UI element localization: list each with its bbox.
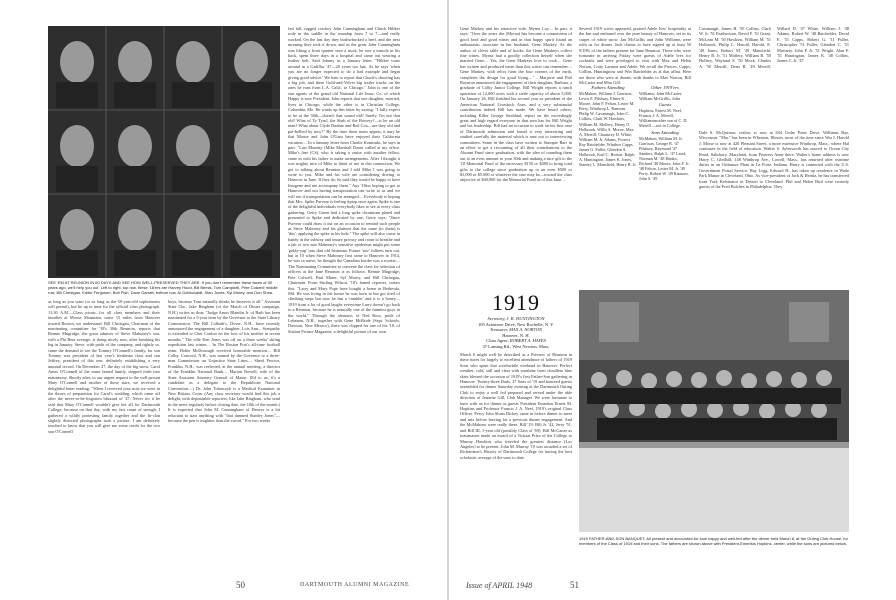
secretary-line: Secretary, J. K. HUNTINGTON bbox=[487, 316, 545, 321]
class-agent-line: Class Agent, ROBERT A. HAYES bbox=[486, 338, 546, 344]
left-footer-title: DARTMOUTH ALUMNI MAGAZINE bbox=[300, 582, 410, 588]
right-page-number: 51 bbox=[570, 580, 579, 590]
portraits-caption: SEE 'EM AT REUNION IN 60 DAYS AND SEE HOW WELL-PRESERVED THEY ARE: If you don't remember these faces of 30 years ago, we'll help you out. Left to right, top row, these '18'ers are Harvey Hood, Bill Bemis, Tom Campbell, Pete Colwell; middle row, Bill Christgau, Eddie Ferguson, Bob Fish, Dave Garratt; bottom row, Al Gottschaldt, Stan Jones, Syl Morey, and Don Shea. bbox=[48, 280, 278, 295]
right-column-e-bottom: March 6 might well be described as a Preview of Reunion in these notes for largely to excellent attendance of fathers of 1919 Sons who spent that worthwhile weekend in Hanover. Perfect weather, cold, still and clear with sunshine from cloudless blue skies blessed the occasion of 1919's first Father-Son gathering in Hanover. Twenty-three Dads, 37 Sons of '19 and honored guests assembled for dinner Saturday evening at the Dartmouth Outing Club to enjoy a well fed prepared and served under the able direction of Jeanette Gill, Club Manager. We were fortunate to have with us for dinner as guests President Emeritus Ernest M. Hopkins and Professor Francis J. A. Neef, 1919's original Class Officer. Percy John Sloan Dickey came in before dinner to meet and mix before leaving for a previous dinner engagement. And the McMahons were really there. Bill '19, Bill Jr. '42, Jerry '51, and Bill III, 1-year old (possibly Class of '69). Bill McCarter as toastmaster made an award of a Tickaat Prize of the College to Murray Hawkins who traveled the greatest distance (Los Angeles) to be present. John M. Murray '19 was awarded a set of Richardson's History of Dartmouth College for having the best scholastic average of the sons to date. bbox=[460, 352, 572, 460]
portrait-grid bbox=[48, 26, 280, 278]
banquet-photo bbox=[579, 290, 849, 532]
attendance-lists bbox=[579, 84, 691, 284]
right-column-e-top: Several 1919 wives appeared, praised Adele Ives' hospitality at the Inn and enthused over the pure beauty of Hanover, set in its carpet of white snow. Jan McGrillis and John Williams were with us for dinner. Jack claims to have signed up at least 50 9/10% of the fathers present for June Reunion. Those who were fortunate in arriving Friday were guests of Adele Ives for cocktails and were privileged to visit with Max and Helen Norton, Cotty Larmon and Adele. We recall the Pierces, Capps, Collins, Huntingtons and Win Batchelder as at that affair. Here are those who were at dinner, with thanks to Max Norton, Bill McCarter and Miss Gill. bbox=[579, 26, 691, 86]
sons-heading: Sons Attending bbox=[651, 129, 679, 135]
sons-list: McMahon, William M. Jr. Garrison, George B. '47 Pilsbury, Raymond '47 Sanders, Ralph L. '47 Laird, Norman M. '48 Hanko, Richard '48 Moore, John F. Jr. '48 Felton, Lester M. Jr. '49 Perry, Robert W. '49 Ransom, John S. '49 bbox=[639, 135, 690, 182]
treasurer-line: Treasurer, MAX A. NORTON bbox=[489, 327, 543, 333]
banquet-scene bbox=[579, 290, 849, 532]
right-footer-issue: Issue of APRIL 1948 bbox=[466, 581, 533, 590]
right-column-f-list: Cavanaugh, James H. '50 Collins, Clark W. Jr. '51 Featherston, David F. '51 Grant, McLean M. '50 Hawkins, William M. '51 Holbrook, Philip L. Harold, Harold, E. '49 Jones, Robert M. '49 Mansfield, Henry R. Jr. '51 Mollery, William B. '50 Hollery, Wayland S. '50 Mock, Charles A. '50 Merrill, Dean R. '49 Merrill, Willard D. '47 White, William J. '48 Adams, Robert W. '48 Batchelder, David E. '51 Capps, Robert G. '51 Fuller, Christopher '51 Fuller, Glendon C. '51 Moriarty, John P. Jr. '51 Wright, Alan P. '51 Huntington, James K. '48 Collins, James C. Jr. '47 bbox=[699, 26, 849, 69]
others-list: Williams, John McCarter, William McGrillis, John bbox=[639, 91, 683, 102]
secretary-address: 105 Aviemore Drive, New Rochelle, N. Y. bbox=[478, 321, 554, 327]
left-column-b: boys, because Tom naturally thinks he deserves it all." Assistant State Chr., Jake Bingham (of the March of Dimes campaign, N.H.) writes us thus: "Judge Amos Blandin Jr. of Bath has been nominated for a 5-year term by the Governor to the State Library Commission. The Bill Colbath's, Dover, N.H., have recently announced the engagement of a daughter, Lois Ann... Sympathy is extended to Chet Conlon on the loss of his mother in recent months." The ville Ken Jones was off on a three weeks' skiing expedition last winter.... In The Boston Post's all-time football team, Hobie McDonough received honorable mention.... Bill Colby, Concord, N.H., was named by the Governor to a three-man Commission on Unjustice State Lines.... Sheaf Proctor, Franklin, N.H., was reelected, at the annual meeting, a director of the Franklin National Bank.... Marion Rowell, wife of the State Assistant Attorney General of Maine. (Ed to us; it's a candidate as a delegate to the Republican National Convention....) Dr. John Tobarczyk is a Medical Examiner in New Britain, Conn. (Any class secretary would find this job a delight, with dependable reporters, like Jake Bingham, who send in the news regularly before closing date, the 10th of the month.) It is expected that John M. Cunningham of Denver is a bit reluctant to start anything with "that damned Stanley Jones"—because the pen is mightier than the sword." For two weeks bbox=[168, 299, 280, 423]
fathers-list: McMahon, William J. Garrison, Lewis F. Pilsbury, Elmer K. Moore, John F. Felton, Lester M. Perry, Winthrop L. Ransom, Philip W. Cavanaugh, John C. Collins, Clark W. Hawkins, William M. Mollery, Henry O. Holbrook, Willis S. Moore, Max A. Merrill, Chauncey D. White, William M. Jr. Adams, Forrest Ray Batchelder, Windsor Capps, James G. Fuller, Glendon A. Holbrook, Karl C. Horton, Ralph A. Huntington, James K. Jones, Stanley L. Mansfield, Henry R. Jr. bbox=[579, 91, 637, 168]
right-column-d: Gene Markey and his attractive wife, Myrna Loy.... In part, it says: "Over the years she (Myrna) has become a connoisseur of good food and good wines and in that happy spirit found an enthusiastic associate in her husband, Gene Markey. As the author of clever table and of books, the Gene Markeys collect fine wines. Myrna had a goodly collection herself when she married Gene.... Yes, the Gene Markeys love to cook.... Gene has written and produced more than this writer can remember.... Gene Markey, with relics from the four corners of the earth, completes the design for good living...." ...Marjorie and Phil Boynton announced the engagement of their daughter, Barbara, a graduate of Colby Junior College. Bill Wright reports a ranch operation of 12,000 acres with a cattle capacity of about 5,000. On January 26, Bill finished his second year as president of the American National Livestock Assn. and a very substantial contribution indeed Bill has made. We have heard others, including Killer George Stoddard, report on the exceedingly great and high regard everyone in that area has for Bill Wright and his leadership. Bill had an occasion to work on his first case of Dartmouth admission and found it very interesting and studied carefully the material which is sent out to interviewing committees. Some in the class have written to Stumpie Barr in an effort to get a recounting of all their contributions to the Alumni Fund since graduation, with the idea of rounding them out to an even amount to your 30th and making a nice gift to the '18 Memorial Fund of the necessary $150 or $480 to bring total gifts to the college since graduation up to an even $500 or $1,000 or $5,000 or whatever the case may be—toward the class objective of $40,000 for the Memorial Fund as of this June.... bbox=[460, 26, 572, 183]
banquet-caption: 1919 FATHER-AND-SON BANQUET: All present and accounted-for look happy and well-fed after the dinner held March 6, at the Outing Club House, for members of the Class of 1919 and their sons. The fathers are shown above with President-Emeritus Hopkins, center, while the sons are pictured below. bbox=[579, 536, 848, 546]
fathers-heading: Fathers Attending bbox=[591, 85, 625, 90]
class-1919-header bbox=[460, 290, 572, 350]
left-page-number: 50 bbox=[236, 580, 245, 590]
reunion-portraits-photo bbox=[48, 26, 280, 278]
left-column-c: last fall, rugged cowboy John Cunningham and Chuck Hiliker rode in the saddle in the roundup from 7 to 7—and really worked. On the last day they bushwhacked a beef, and the next morning they took it down, and as the great John Cunningham was lifting a front quarter onto a truck, he tore a muscle in his back, spent three days in a hospital and came out wearing a leather belt. Said Johnny in a January letter. "Hiliker tours around in a Cadillac '47—20 years too late. As he says 'when you are no longer expected to do a bad example and begin giving good advice.' We hate to report that Chuck's shooting has a big job, and three Gold-and-Velvet big trailer trucks on the ones he runs from L.A. Calif., to Chicago." John is one of the star agents of the grand old National Life Insur. Co. of which Happy is now President. John reports that one daughter, married, lives in Chicago, while the other is in Christian College, Columbia, Mo. He winds up this letter by saying: "I fully expect to be at the 30th—doesn't that sound old? Surely, I'm not that old! What of Ty Tyrol, the Shah of the Bowery?—is he an old man? What about Clyde Dunbar and Red Cox—are they old and pot-bellied by now?" By the time these notes appear, it may be that Mouse and John O'Gara have enjoyed their California vacation.... In a January letter from Charlie Kominski, he says in part: "Last Monday (Mike Marshall Dauer called at my office. Mike's fine (CS), who is taking a cruise with another fellow, came in with his father to make arrangements. After I thought it was mighty nice of Mike to think of me in this connection. We got to talking about Reunion and I told Mike I was going to write to you. Mike and his wife are considering driving to Hanover in June. If they do, he said they would be happy to have Imogene and me accompany them." Any '18ers hoping to get to Hanover and not having transportation can write to us and we will see if transportation can be arranged.... Everybody is hoping that Mrs. Spike Purvear is feeling tiptop once again. Spike is one of the delightful individuals everybody likes to see at every class gathering. Gerry Green had a long spike chromium plated and presented to Spike and dedicated by one, Gerry says: "Since Purvear could draw it out on an occasion to remind such people as Steve Mahoney and his gluttons that the same (to them) is 'this', applying the spike in his hide." The spike will also come in handy in the subway and insure privacy and room to breathe and a jab or two into Mahoney's sensitive epidermis might put some 'giddy-yap' into that old Irishman. Future 'tow' folkees turn out, but at 10 when Steve Mahoney first came to Hanover in 1914, he was so naive, he thought the Canadian border was a rooster.... The Nominating Committee to convene the class for selection of officers at the June Reunion is as follows: Bennie Mugridge, Pete Colwell, Paul Miner, Syl Morey, and Bill Christgau, Chairman. From Stirling Wilson, '18's famed reporter, comes this: "Larry and Mary Pope have bought a home in Bethesda, Md. He was living in the house he was born in but got tired of climbing steps but now he has a 'rambler' and it is a honey.... 1919 from a lot of good laughs everytime Larry doesn't go back to a Reunion, because he is naturally one of the funniest guys in the world." Through the alertness of Ned Ross, pride of Lebanon, N.H., together with Gene McBride (Sept. Schools, Dawson, New Mexico), there was clipped for one of his '18, of Station Picture Magazine, a delightful picture of our own bbox=[288, 26, 400, 334]
guests-list: Hopkins, Ernest M. Neef, Francis J. A. Merrill, Williamsmother son of C. D. Merrill —not in College. bbox=[639, 108, 688, 129]
others-heading: Other 1919'ers bbox=[651, 85, 679, 90]
treasurer-address: Hanover, N. H. bbox=[502, 332, 530, 338]
class-year-heading: 1919 bbox=[492, 290, 540, 315]
class-agent-address: 37 Lansing Rd., West Newton, Mass. bbox=[482, 343, 550, 349]
guests-heading: Guests bbox=[658, 102, 672, 108]
right-column-f-notes: Dale S. McQuiston, realtor, is now at 844 Cedar Point Drive, Williams Bay, Wisconsin. "Mac" has been in Wheaton, Illinois, most of the time since War I. Harold J. Morse is now at 420 Pleasant Street, a more extensive Winthrop, Mass., where Hal continues in the field of education. Walter S. Aylesworth has moved to Ocean City Road, Salisbury, Maryland, from Princess Anne there. Walter's home address is now Harry C. Gledhill, 148 Winthrop Ave., Lowell, Mass., has returned after wartime duties in an Ordnance Plant in La Porte, Indiana. Harry is connected with the U.S. Government Postal Service. Ray Legg, Edward H., has taken up residence in Wade Park Manor in Cleveland, Ohio. As vice-president of Jack & Heintz, he has transferred from York Kelvinator in Detroit to Cleveland. Phil and Helen Bird were recently guests of the Fred Bolches in Philadelphia. They bbox=[699, 130, 849, 190]
page-gutter bbox=[447, 0, 449, 600]
left-column-a: as long as you want (or as long as the 50-year-old sophomores will permit), but be up in time for the official class photograph. 11:30 A.M.—Class picnic...for all class members and their families at Moose Mountain, some 15 miles from Hanover toward Boston, we understand. Bill Christgau, Chairman of the nominating committee for '18's 30th Reunion, reports that Bennie Mugridge, the great admirer of Steve Mahoney's son, with a Phi Beta average, is doing nicely now, after breaking his leg in January. Steve, with pride of the company, and rightly so, came the demand to see the Tommy O'Connell's family, for son Tommy was president of last year's freshman class and son Jeffrey, president of this one, definitely establishing a very unusual record. On December 27, the day of the big snow, Carol Ames O'Connell of the some famed family, stepped forth into matrimony. Shortly after, to our urgent request to the well person Mary O'Connell and mother of these stars, we received a delightful letter reading: "When I received your note we were in the throes of preparation for Carol's wedding, which came off after the never-to-be-forgotten blizzard of '47. Never for it be said that Mary O'Connell wouldn't give her all for Dartmouth College; because on that day, with my fast count of snough, I gathered a wildly protesting family together and the fir-clan slightly distorted photographs took a picture. I am definitely touched to know that you will give me some credit for the two star O'Connell bbox=[48, 299, 160, 434]
